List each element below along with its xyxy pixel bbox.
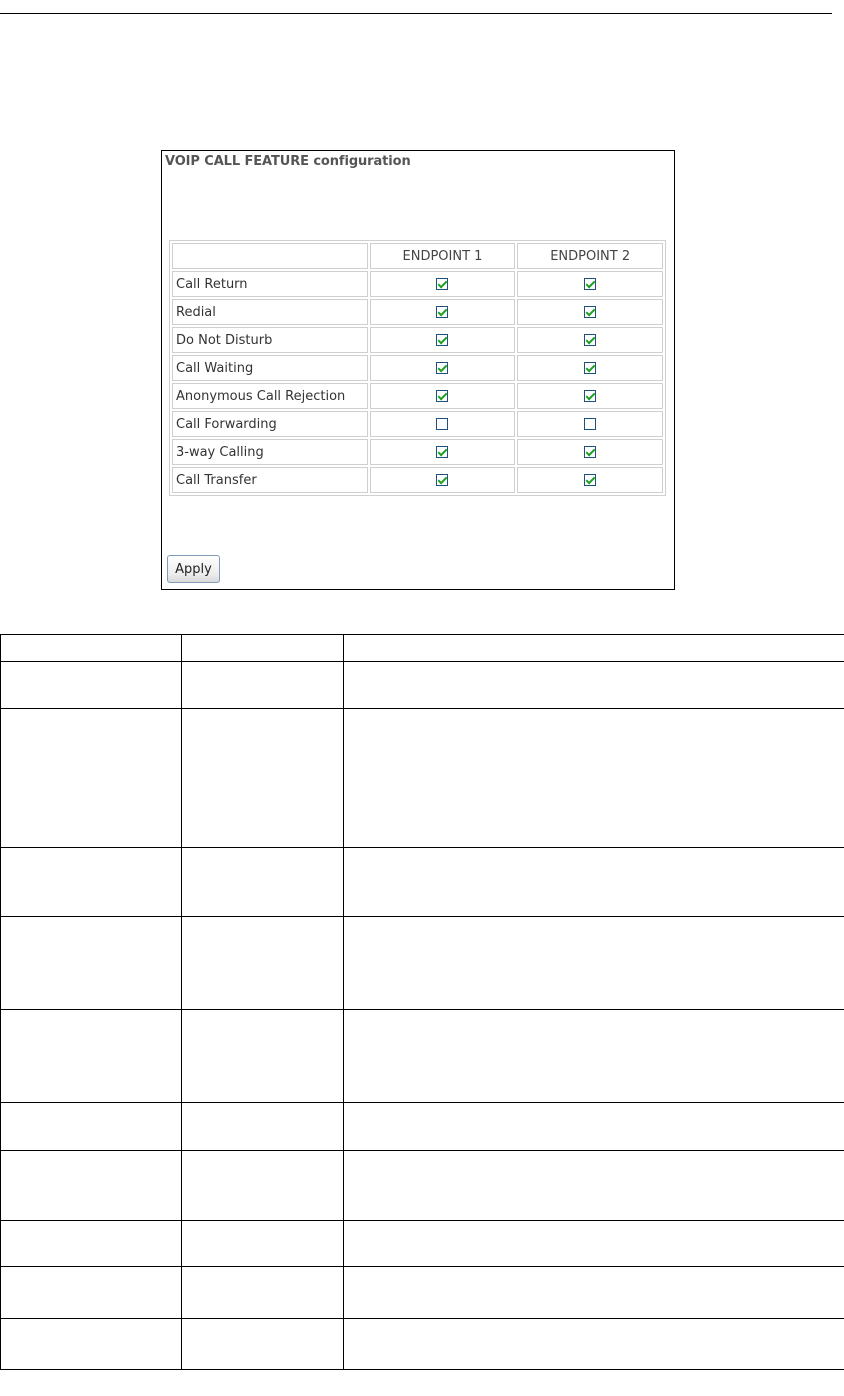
endpoint-1-checkbox[interactable] xyxy=(436,306,448,318)
endpoint-1-checkbox[interactable] xyxy=(436,446,448,458)
table-row xyxy=(1,709,844,848)
endpoint-1-checkbox[interactable] xyxy=(436,418,448,430)
table-row xyxy=(1,848,844,917)
table-row xyxy=(1,1151,844,1221)
header-rule xyxy=(0,13,832,14)
column-header-feature xyxy=(172,243,368,269)
feature-label: Call Waiting xyxy=(172,355,368,381)
endpoint-2-checkbox[interactable] xyxy=(584,306,596,318)
endpoint-1-checkbox[interactable] xyxy=(436,474,448,486)
table-row xyxy=(1,917,844,1010)
feature-row-call-forwarding xyxy=(172,411,663,437)
panel-title: VOIP CALL FEATURE configuration xyxy=(165,154,411,169)
column-header-endpoint-1: ENDPOINT 1 xyxy=(370,243,516,269)
endpoint-2-checkbox[interactable] xyxy=(584,334,596,346)
feature-row-call-transfer xyxy=(172,467,663,493)
table-row xyxy=(1,1221,844,1267)
table-row xyxy=(1,1267,844,1319)
endpoint-1-checkbox[interactable] xyxy=(436,362,448,374)
column-header-endpoint-2: ENDPOINT 2 xyxy=(517,243,663,269)
feature-label: 3-way Calling xyxy=(172,439,368,465)
table-row xyxy=(1,1319,844,1370)
endpoint-2-checkbox[interactable] xyxy=(584,446,596,458)
table-row xyxy=(1,662,844,709)
endpoint-1-checkbox[interactable] xyxy=(436,334,448,346)
call-feature-table xyxy=(169,240,666,496)
endpoint-2-checkbox[interactable] xyxy=(584,474,596,486)
endpoint-2-checkbox[interactable] xyxy=(584,390,596,402)
feature-label: Do Not Disturb xyxy=(172,327,368,353)
endpoint-1-checkbox[interactable] xyxy=(436,390,448,402)
endpoint-1-checkbox[interactable] xyxy=(436,278,448,290)
feature-label: Call Forwarding xyxy=(172,411,368,437)
voip-call-feature-panel xyxy=(161,150,675,590)
description-table xyxy=(0,634,844,1370)
feature-label: Call Transfer xyxy=(172,467,368,493)
feature-row-call-waiting xyxy=(172,355,663,381)
endpoint-2-checkbox[interactable] xyxy=(584,418,596,430)
table-row xyxy=(1,1010,844,1103)
feature-label: Call Return xyxy=(172,271,368,297)
feature-row-call-return xyxy=(172,271,663,297)
feature-row-3-way-calling xyxy=(172,439,663,465)
feature-row-redial xyxy=(172,299,663,325)
table-row xyxy=(1,1103,844,1151)
apply-button[interactable]: Apply xyxy=(167,555,220,583)
feature-row-anonymous-call-rejection xyxy=(172,383,663,409)
feature-label: Redial xyxy=(172,299,368,325)
table-header-row xyxy=(1,635,844,662)
endpoint-2-checkbox[interactable] xyxy=(584,362,596,374)
endpoint-2-checkbox[interactable] xyxy=(584,278,596,290)
table-header-row xyxy=(172,243,663,269)
feature-label: Anonymous Call Rejection xyxy=(172,383,368,409)
feature-row-do-not-disturb xyxy=(172,327,663,353)
